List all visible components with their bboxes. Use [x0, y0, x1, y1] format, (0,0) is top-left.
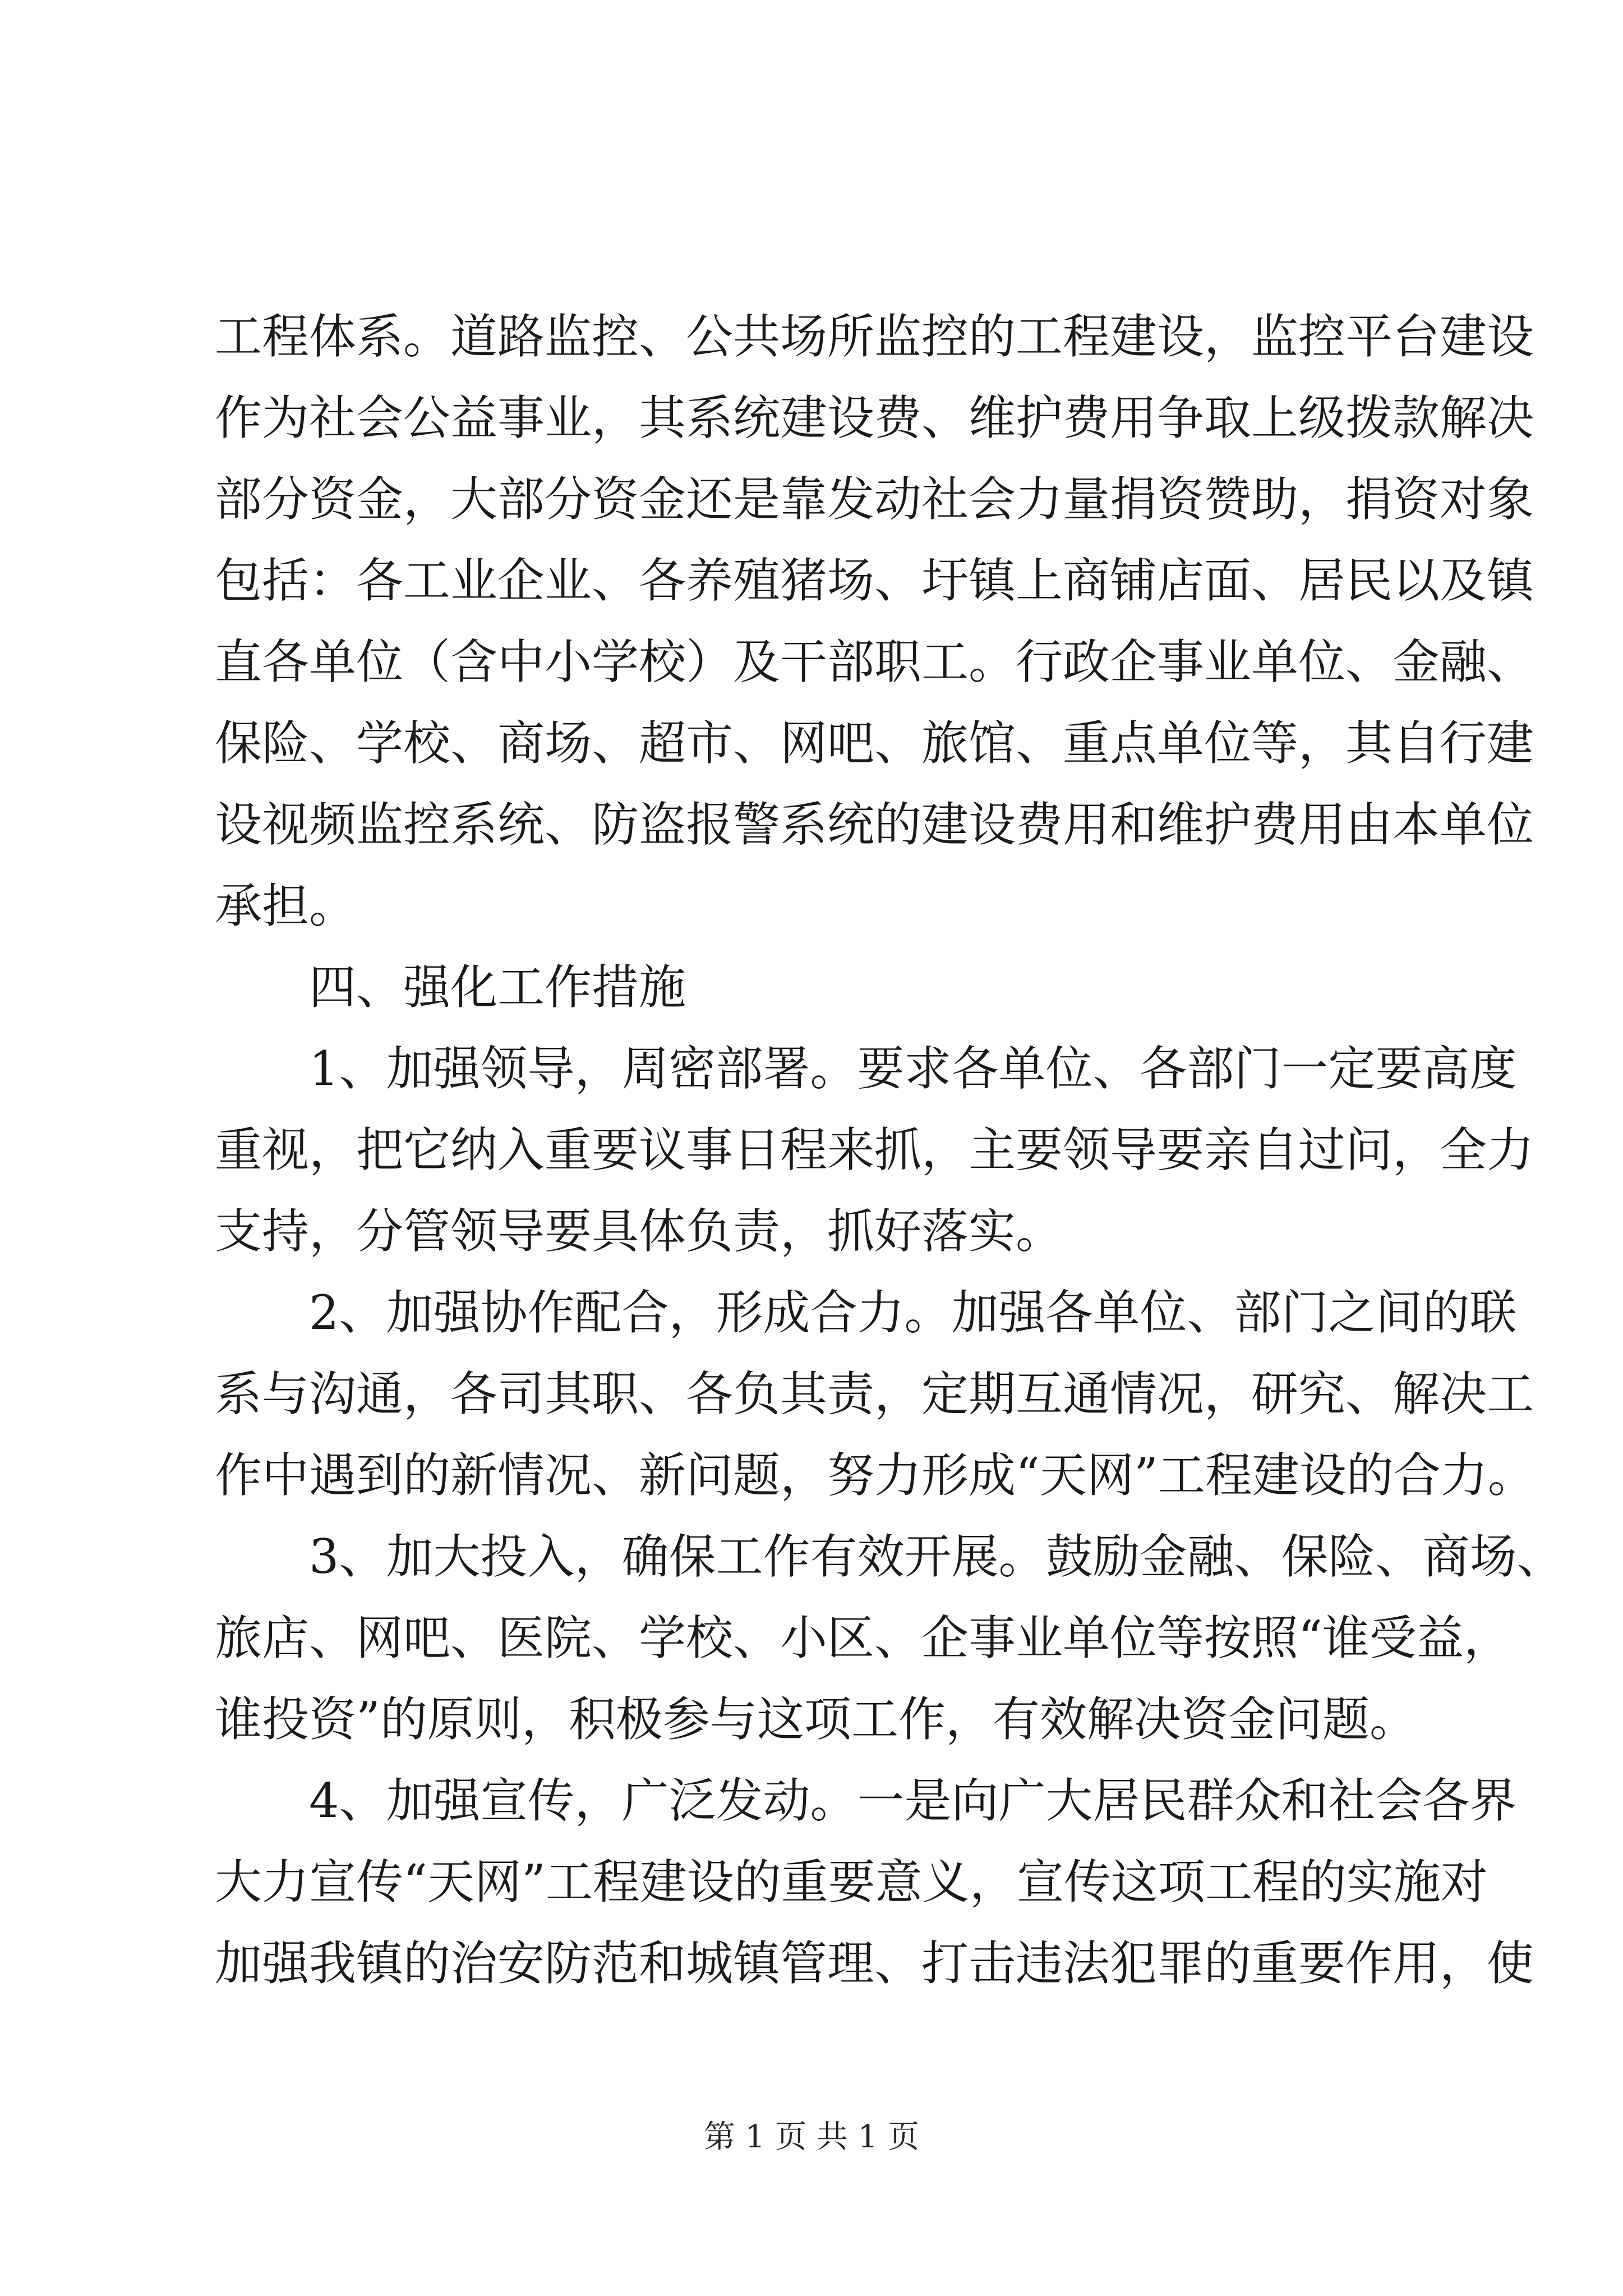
paragraph — [215, 1760, 1534, 2004]
text-line: 承担。 — [215, 878, 357, 933]
text-line: 大力宣传“天网”工程建设的重要意义，宣传这项工程的实施对 — [215, 1855, 1488, 1910]
text-line: 支持，分管领导要具体负责，抓好落实。 — [215, 1204, 1063, 1259]
text-line: 谁投资”的原则，积极参与这项工作，有效解决资金问题。 — [215, 1692, 1417, 1747]
text-line: 加强我镇的治安防范和城镇管理、打击违法犯罪的重要作用，使 — [215, 1936, 1534, 1991]
text-line: 工程体系。道路监控、公共场所监控的工程建设，监控平台建设 — [215, 309, 1534, 364]
text-line: 旅店、网吧、医院、学校、小区、企事业单位等按照“谁受益， — [215, 1611, 1511, 1665]
text-line: 1、加强领导，周密部署。要求各单位、各部门一定要高度 — [309, 1041, 1517, 1096]
paragraph — [215, 1516, 1564, 1760]
text-line: 系与沟通，各司其职、各负其责，定期互通情况，研究、解决工 — [215, 1366, 1534, 1421]
text-line: 重视，把它纳入重要议事日程来抓，主要领导要亲自过问，全力 — [215, 1122, 1534, 1177]
text-line: 3、加大投入，确保工作有效开展。鼓励金融、保险、商场、 — [309, 1529, 1564, 1584]
page-number: 第 1 页 共 1 页 — [703, 2119, 920, 2155]
text-line: 设视频监控系统、防盗报警系统的建设费用和维护费用由本单位 — [215, 797, 1534, 852]
text-line: 包括：各工业企业、各养殖猪场、圩镇上商铺店面、居民以及镇 — [215, 553, 1534, 608]
page-footer — [0, 2118, 1623, 2157]
text-line: 作为社会公益事业，其系统建设费、维护费用争取上级拨款解决 — [215, 390, 1534, 445]
text-line: 4、加强宣传，广泛发动。一是向广大居民群众和社会各界 — [309, 1773, 1517, 1828]
section-heading — [215, 947, 1415, 1028]
paragraph — [215, 1028, 1534, 1272]
document-body — [215, 296, 1564, 2004]
text-line: 作中遇到的新情况、新问题，努力形成“天网”工程建设的合力。 — [215, 1448, 1535, 1503]
text-line: 部分资金，大部分资金还是靠发动社会力量捐资赞助，捐资对象 — [215, 472, 1534, 527]
paragraph — [215, 1272, 1535, 1516]
text-line: 四、强化工作措施 — [309, 960, 686, 1015]
text-line: 保险、学校、商场、超市、网吧、旅馆、重点单位等，其自行建 — [215, 716, 1534, 771]
text-line: 2、加强协作配合，形成合力。加强各单位、部门之间的联 — [309, 1285, 1517, 1340]
text-line: 直各单位（含中小学校）及干部职工。行政企事业单位、金融、 — [215, 634, 1534, 689]
paragraph — [215, 296, 1534, 947]
